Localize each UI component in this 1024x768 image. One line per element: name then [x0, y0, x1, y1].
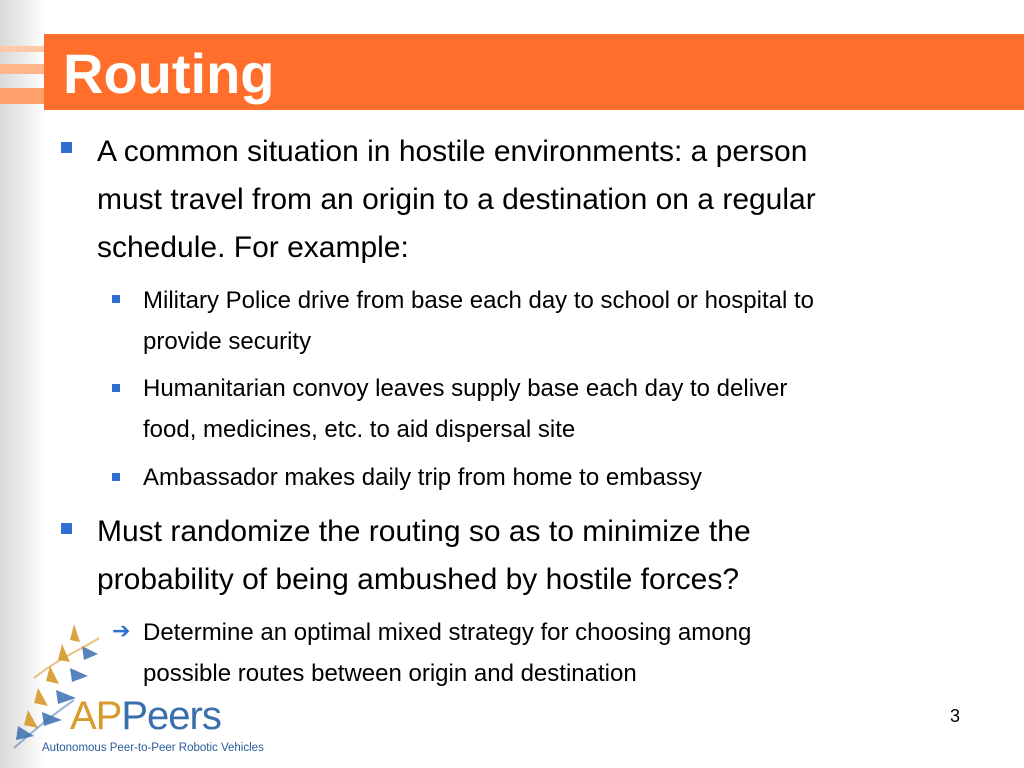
logo-tagline: Autonomous Peer-to-Peer Robotic Vehicles — [42, 742, 264, 754]
sub-bullet-line: Ambassador makes daily trip from home to embassy — [143, 464, 702, 491]
sub-bullet-item — [143, 280, 973, 362]
square-bullet-icon — [61, 142, 72, 153]
sub-bullet-line: Military Police drive from base each day to school or hospital to — [143, 287, 814, 314]
square-bullet-icon — [112, 295, 120, 303]
bullet-item — [97, 508, 957, 604]
logo-wordmark — [70, 694, 221, 739]
bullet-line: Must randomize the routing so as to minimize the — [97, 515, 751, 548]
slide-title: Routing — [63, 42, 275, 105]
page-number: 3 — [950, 706, 961, 726]
bullet-line: A common situation in hostile environments: a person — [97, 135, 808, 168]
square-bullet-icon — [112, 384, 120, 392]
bullet-line: must travel from an origin to a destination on a regular — [97, 183, 816, 216]
bullet-line: probability of being ambushed by hostile forces? — [97, 563, 740, 596]
bullet-line: schedule. For example: — [97, 231, 409, 264]
decor-stripe — [0, 88, 44, 104]
sub-bullet-item — [143, 368, 973, 450]
sub-bullet-line: Determine an optimal mixed strategy for choosing among — [143, 619, 752, 646]
sub-bullet-item — [143, 457, 973, 498]
sub-bullet-line: possible routes between origin and destination — [143, 660, 637, 687]
decor-stripe — [0, 64, 44, 74]
logo-ap: AP — [70, 694, 122, 738]
bullet-item — [97, 128, 957, 272]
square-bullet-icon — [112, 473, 120, 481]
decor-stripe — [0, 46, 44, 52]
sub-bullet-line: Humanitarian convoy leaves supply base each day to deliver — [143, 375, 788, 402]
logo-peers: Peers — [121, 694, 221, 738]
sub-bullet-line: food, medicines, etc. to aid dispersal site — [143, 416, 576, 443]
sub-bullet-line: provide security — [143, 328, 312, 355]
square-bullet-icon — [61, 523, 72, 534]
right-arrow-icon: ➔ — [112, 618, 131, 643]
